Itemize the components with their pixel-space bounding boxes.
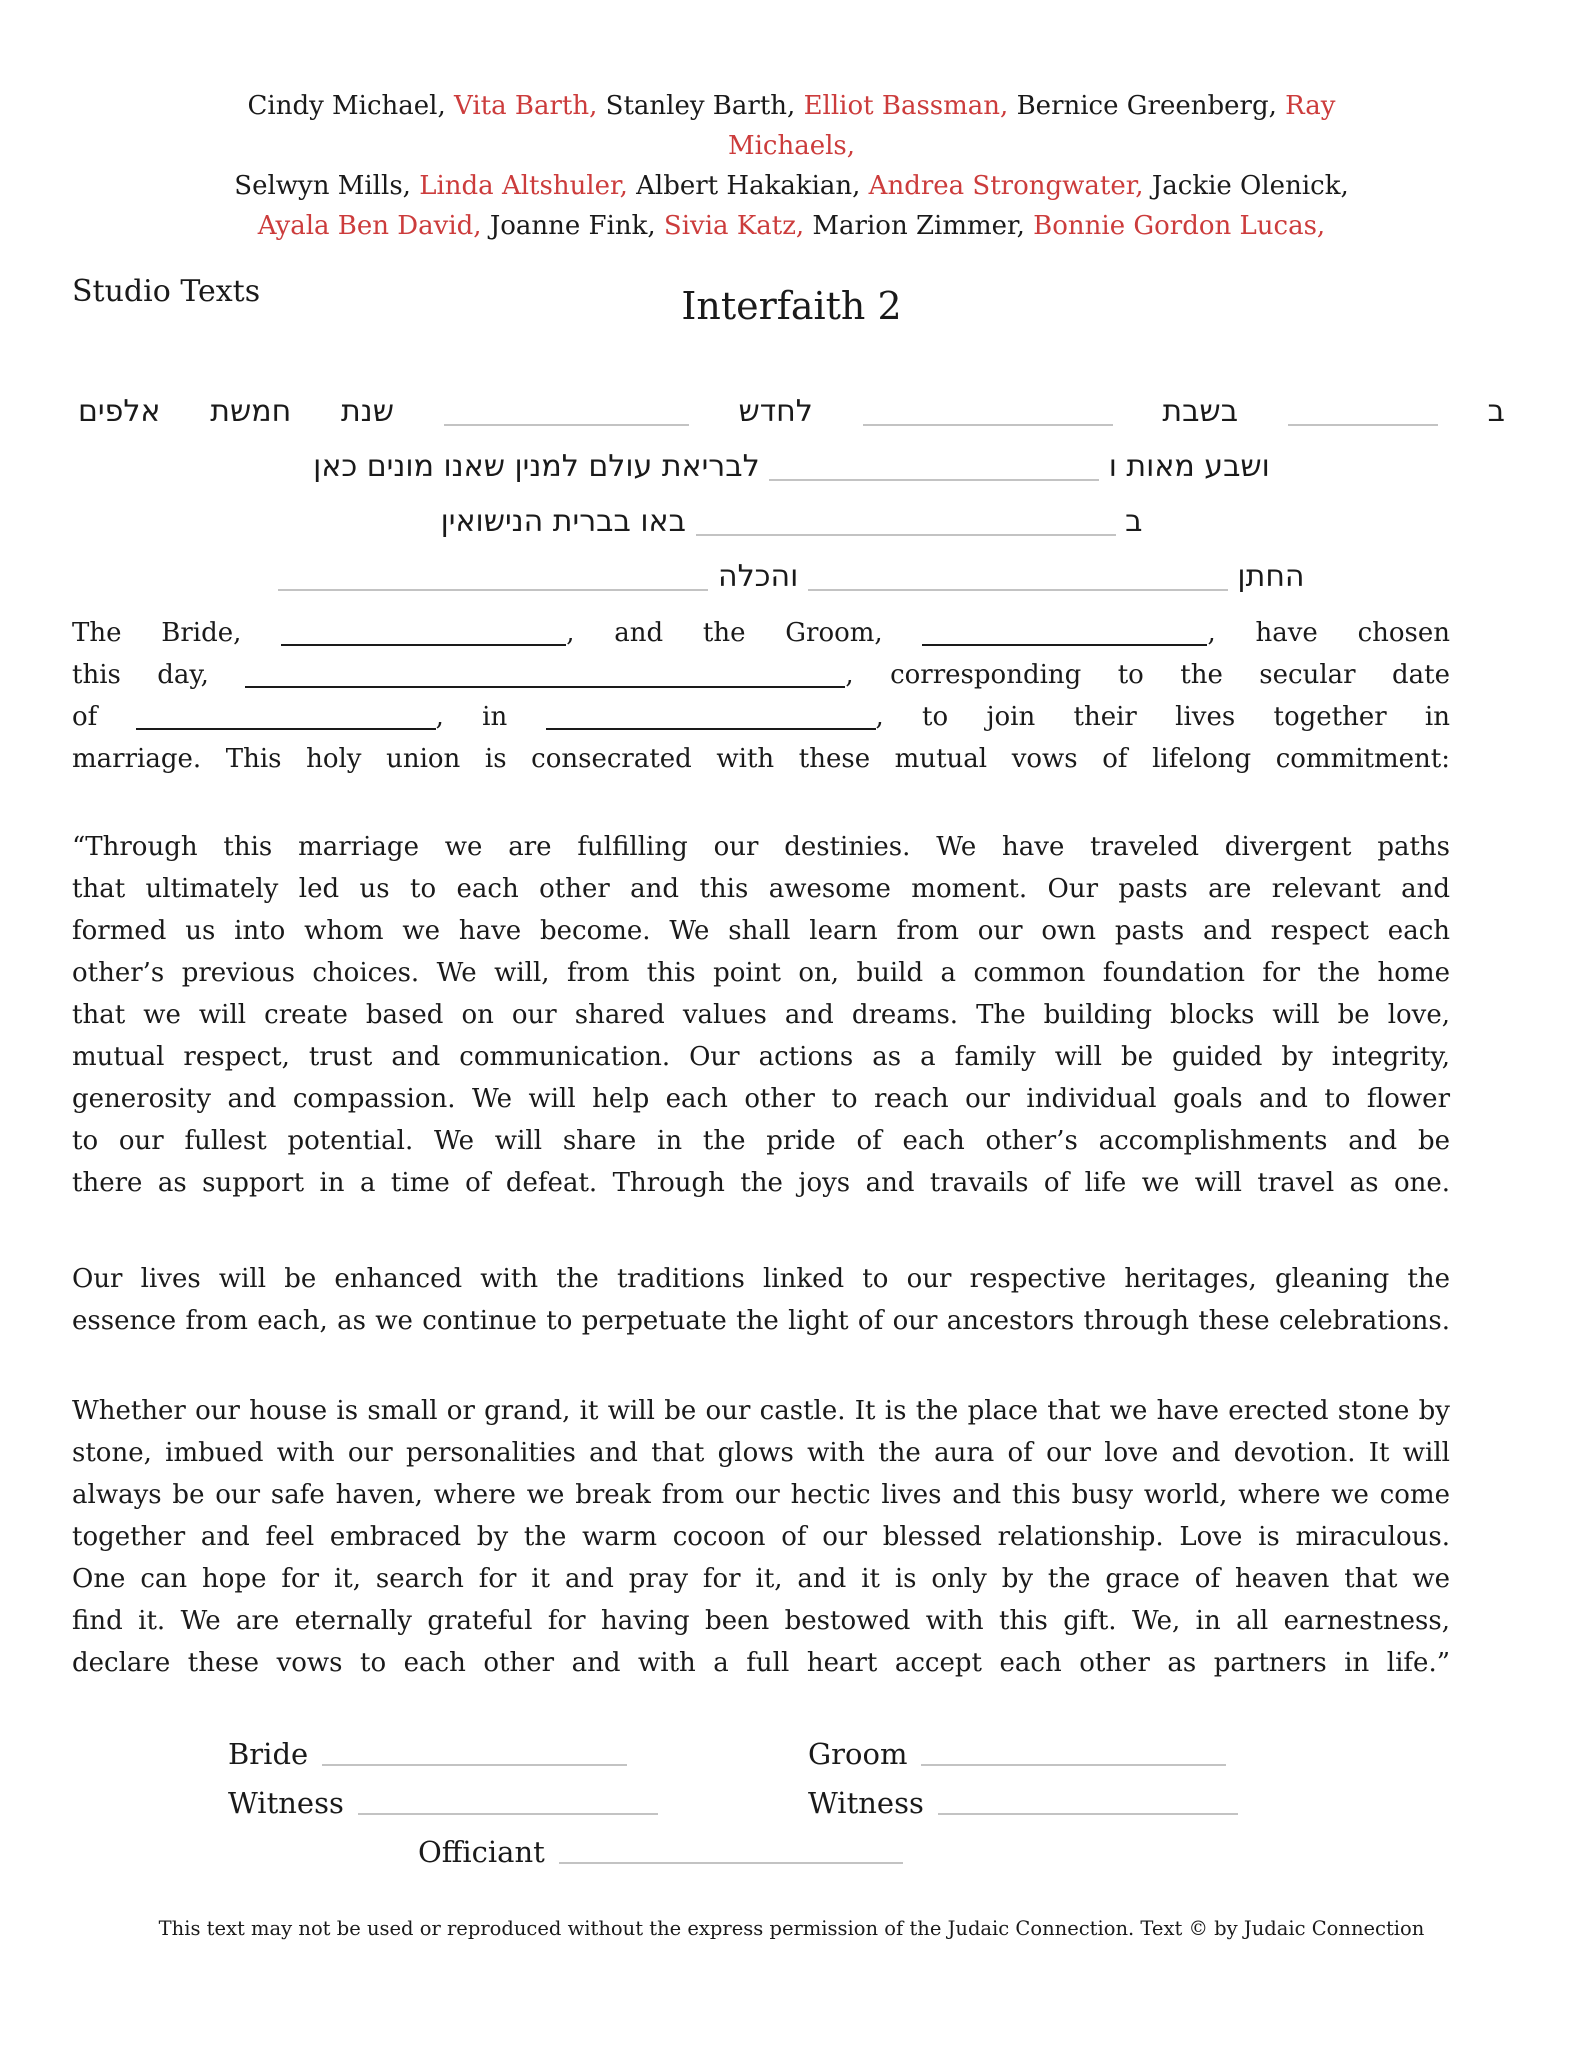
text-segment: Elliot Bassman, [803, 91, 1009, 121]
text-line: mutual respect, trust and communication. Our actions as a family will be guided by integrity, [72, 1042, 1450, 1072]
groom-label: Groom [808, 1737, 908, 1771]
text-line: find it. We are eternally grateful for having been bestowed with this gift. We, in all earnestness, [72, 1606, 1450, 1636]
text-segment: Cindy Michael, [247, 91, 446, 121]
signature-row-3 [418, 1828, 1388, 1877]
text-segment: Stanley Barth, [605, 91, 796, 121]
text-line: essence from each, as we continue to perpetuate the light of our ancestors through these celebrations. [72, 1306, 1450, 1336]
authors-line-2 [182, 166, 1402, 206]
signature-block [228, 1730, 1388, 1877]
authors-names-block [182, 86, 1402, 246]
intro-paragraph [72, 612, 1450, 780]
hebrew-line-day-of-week [78, 384, 1505, 439]
text-line [72, 612, 1450, 654]
studio-texts-label: Studio Texts [72, 274, 261, 309]
fill-in-blank-line [278, 559, 708, 591]
text-segment: Linda Altshuler, [419, 171, 628, 201]
witness1-label: Witness [228, 1786, 344, 1820]
text-segment: ב [1487, 394, 1505, 429]
officiant-label: Officiant [418, 1835, 545, 1869]
text-line: other’s previous choices. We will, from this point on, build a common foundation for the home [72, 958, 1450, 988]
fill-in-blank-line [769, 449, 1099, 481]
text-line: Whether our house is small or grand, it will be our castle. It is the place that we have erected stone by [72, 1396, 1450, 1426]
footer-copyright: This text may not be used or reproduced without the express permission of the Judaic Connection. Text © by Judaic Connection [158, 1917, 1425, 1940]
fill-in-blank-line [245, 660, 845, 688]
hebrew-line-place [78, 494, 1505, 549]
text-line: that we will create based on our shared values and dreams. The building blocks will be love, [72, 1000, 1450, 1030]
text-segment: והכלה [718, 559, 799, 594]
text-segment: Ayala Ben David, [257, 211, 482, 241]
fill-in-blank-line [863, 394, 1113, 426]
text-segment: ושבע מאות ו [1108, 449, 1270, 484]
text-segment: Vita Barth, [454, 91, 598, 121]
text-line: declare these vows to each other and with a full heart accept each other as partners in life.” [72, 1648, 1450, 1678]
fill-in-blank-line [922, 618, 1207, 646]
text-line: to our fullest potential. We will share in the pride of each other’s accomplishments and be [72, 1126, 1450, 1156]
text-line: generosity and compassion. We will help each other to reach our individual goals and to flower [72, 1084, 1450, 1114]
fill-in-blank-line [444, 394, 689, 426]
text-segment: לבריאת עולם למנין שאנו מונים כאן [313, 449, 760, 484]
witness2-label: Witness [808, 1786, 924, 1820]
page-title: Interfaith 2 [681, 284, 902, 328]
text-line: formed us into whom we have become. We shall learn from our own pasts and respect each [72, 916, 1450, 946]
fill-in-blank-line [136, 702, 436, 730]
text-line: One can hope for it, search for it and pray for it, and it is only by the grace of heaven that we [72, 1564, 1450, 1594]
hebrew-line-groom-bride [78, 549, 1505, 604]
text-segment: Selwyn Mills, [234, 171, 411, 201]
bride-signature-line [322, 1735, 627, 1766]
fill-in-blank-line [546, 702, 876, 730]
text-segment: of [72, 702, 98, 732]
text-segment: לחדש [738, 394, 813, 429]
officiant-signature-line [559, 1833, 903, 1864]
authors-line-1 [182, 86, 1402, 166]
bride-label: Bride [228, 1737, 309, 1771]
bride-signature [228, 1730, 808, 1779]
masthead [0, 268, 1583, 344]
signature-row-1 [228, 1730, 1388, 1779]
authors-line-3 [182, 206, 1402, 246]
text-segment: שנת חמשת אלפים [78, 394, 394, 429]
fill-in-blank-line [808, 559, 1228, 591]
text-segment: , corresponding to the secular date [845, 660, 1450, 690]
text-segment: באו בברית הנישואין [440, 504, 686, 539]
text-segment: Albert Hakakian, [636, 171, 861, 201]
vows-paragraph [72, 826, 1450, 1204]
text-segment: this day, [72, 660, 209, 690]
witness1-signature [228, 1779, 808, 1828]
text-segment: , have chosen [1207, 618, 1451, 648]
officiant-signature [418, 1828, 903, 1877]
text-segment: Joanne Fink, [489, 211, 656, 241]
house-paragraph [72, 1390, 1450, 1684]
text-segment: החתן [1237, 559, 1305, 594]
fill-in-blank-line [281, 618, 566, 646]
text-line [72, 654, 1450, 696]
text-line: Our lives will be enhanced with the traditions linked to our respective heritages, gleaning the [72, 1264, 1450, 1294]
groom-signature-line [921, 1735, 1226, 1766]
text-segment: Jackie Olenick, [1151, 171, 1349, 201]
text-line: there as support in a time of defeat. Through the joys and travails of life we will travel as one. [72, 1168, 1450, 1198]
text-segment: Bonnie Gordon Lucas, [1033, 211, 1326, 241]
fill-in-blank-line [1288, 394, 1438, 426]
text-line: “Through this marriage we are fulfilling our destinies. We have traveled divergent paths [72, 832, 1450, 862]
fill-in-blank-line [696, 504, 1116, 536]
text-line: together and feel embraced by the warm cocoon of our blessed relationship. Love is miraculous. [72, 1522, 1450, 1552]
text-segment: Sivia Katz, [663, 211, 805, 241]
text-segment: marriage. This holy union is consecrated with these mutual vows of lifelong commitment: [72, 744, 1450, 774]
heritage-paragraph [72, 1258, 1450, 1342]
text-segment: Marion Zimmer, [812, 211, 1025, 241]
text-line [72, 738, 1450, 780]
text-segment: ב [1125, 504, 1143, 539]
text-segment: בשבת [1162, 394, 1239, 429]
text-segment: Bernice Greenberg, [1016, 91, 1277, 121]
text-line: that ultimately led us to each other and this awesome moment. Our pasts are relevant and [72, 874, 1450, 904]
text-segment: , in [435, 702, 508, 732]
text-line [72, 696, 1450, 738]
witness1-signature-line [358, 1784, 658, 1815]
text-segment: The Bride, [72, 618, 242, 648]
hebrew-line-year [78, 439, 1505, 494]
text-segment: , and the Groom, [566, 618, 883, 648]
text-line: stone, imbued with our personalities and that glows with the aura of our love and devotion. It will [72, 1438, 1450, 1468]
text-segment: Andrea Strongwater, [868, 171, 1144, 201]
witness2-signature-line [938, 1784, 1238, 1815]
witness2-signature [808, 1779, 1388, 1828]
hebrew-date-block [78, 384, 1505, 604]
groom-signature [808, 1730, 1388, 1779]
text-segment: , to join their lives together in [875, 702, 1450, 732]
text-line: always be our safe haven, where we break from our hectic lives and this busy world, where we come [72, 1480, 1450, 1510]
signature-row-2 [228, 1779, 1388, 1828]
text-segment: Ray Michaels, [727, 91, 1336, 161]
